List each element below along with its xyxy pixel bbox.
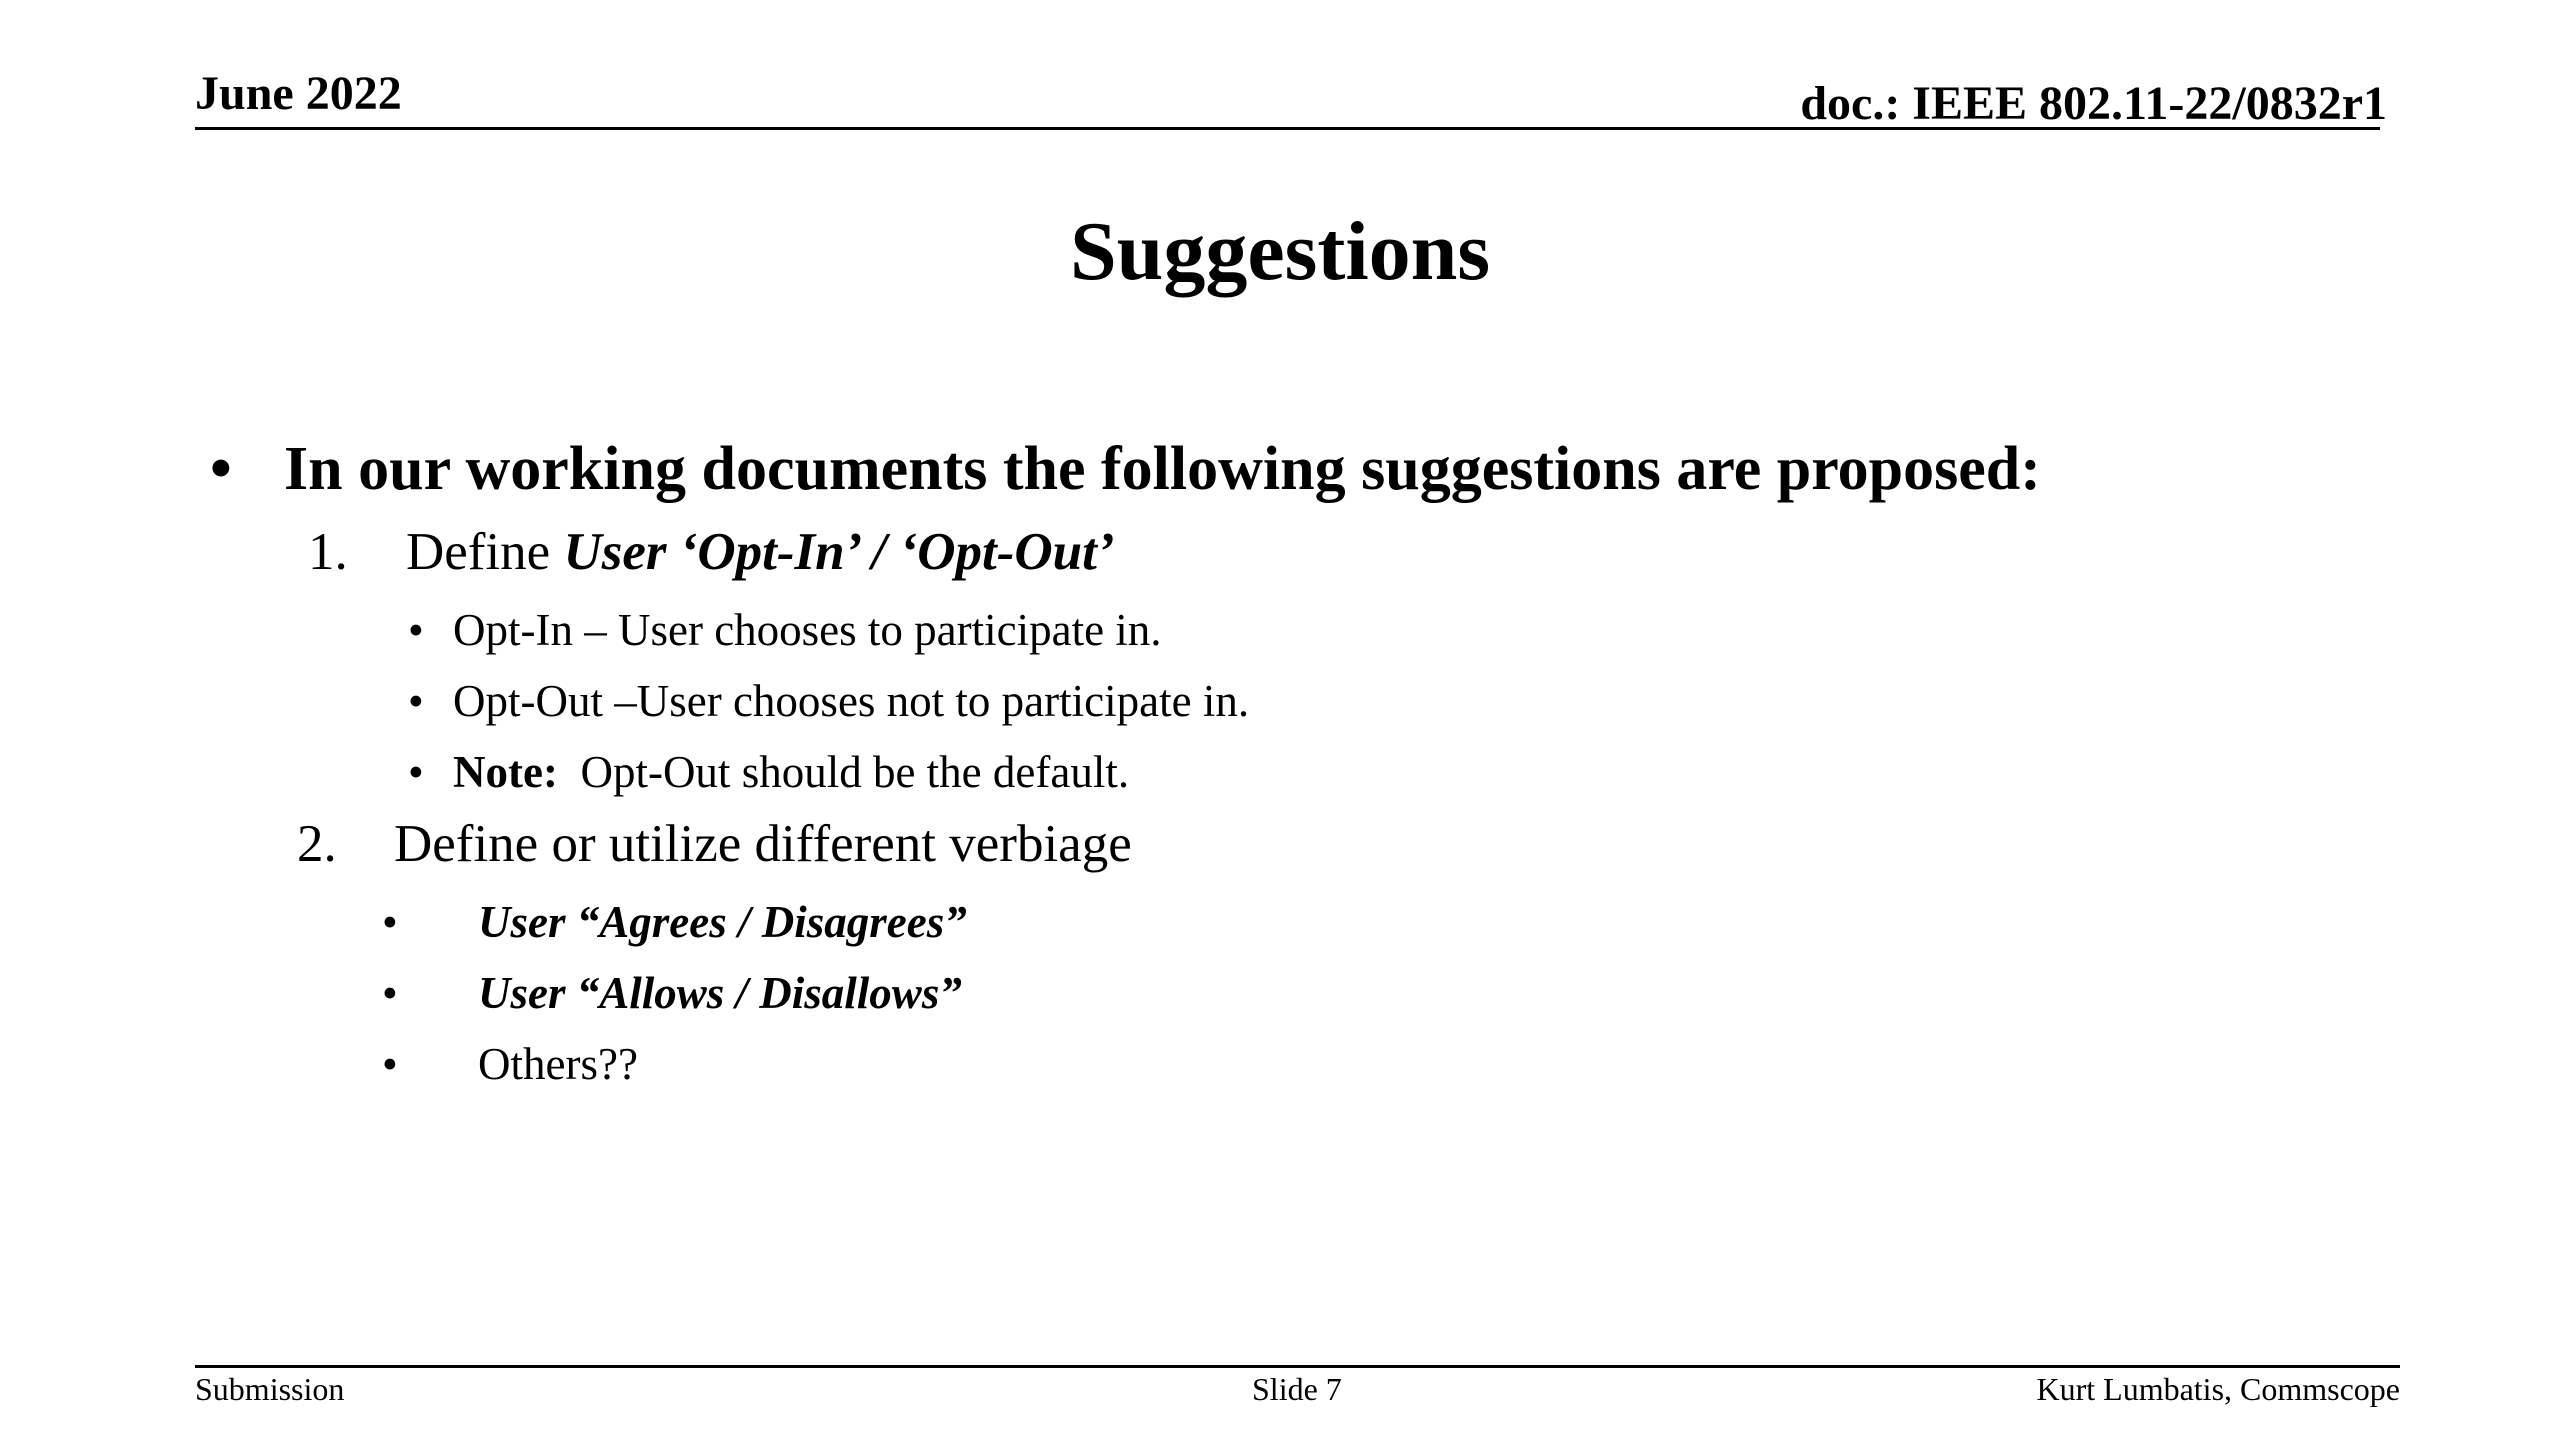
slide-title: Suggestions (1069, 205, 1491, 298)
sub-bullet-text: Others?? (478, 1039, 638, 1089)
item-text: Define or utilize different verbiage (394, 815, 1132, 873)
item-emphasis: User ‘Opt-In’ / ‘Opt-Out’ (563, 523, 1115, 581)
item-number: 2. (297, 815, 337, 873)
bullet-icon: • (408, 605, 424, 655)
footer-submission: Submission (195, 1371, 345, 1407)
footer-slide-number: Slide 7 (1252, 1371, 1342, 1407)
sub-bullet-text: User “Agrees / Disagrees” (478, 897, 967, 947)
item-text (406, 523, 1115, 581)
item-prefix: Define (406, 523, 564, 581)
bullet-icon: • (382, 897, 398, 947)
bullet-icon: • (408, 747, 424, 797)
bullet-icon: • (382, 968, 398, 1018)
header-doc-id: doc.: IEEE 802.11-22/0832r1 (1800, 77, 2387, 130)
footer-divider (195, 1365, 2400, 1368)
header-divider (195, 127, 2380, 130)
item-number: 1. (308, 523, 348, 581)
note-body: Opt-Out should be the default. (580, 747, 1130, 797)
sub-bullet-text: Opt-In – User chooses to participate in. (453, 605, 1162, 655)
footer-author: Kurt Lumbatis, Commscope (2036, 1371, 2400, 1407)
header-date: June 2022 (195, 67, 402, 120)
main-bullet-text: In our working documents the following suggestions are proposed: (284, 435, 2041, 503)
bullet-icon: • (382, 1039, 398, 1089)
note-label: Note: (453, 747, 558, 797)
sub-bullet-text: Opt-Out –User chooses not to participate in. (453, 676, 1250, 726)
bullet-icon: • (210, 435, 232, 503)
note-text (453, 747, 1130, 797)
sub-bullet-text: User “Allows / Disallows” (478, 968, 962, 1018)
bullet-icon: • (408, 676, 424, 726)
